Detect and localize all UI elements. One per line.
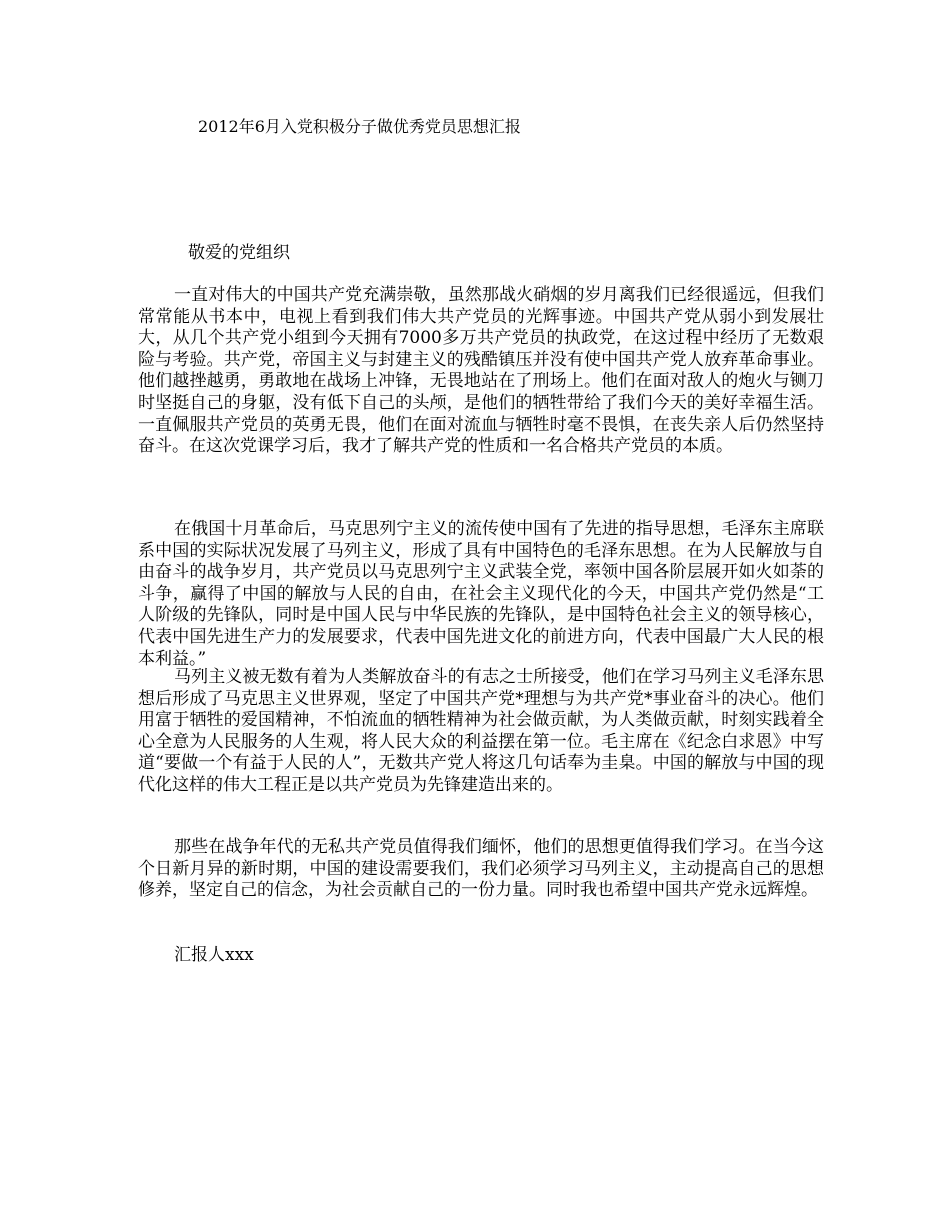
signature: 汇报人xxx bbox=[174, 945, 254, 965]
body-paragraph-2: 在俄国十月革命后，马克思列宁主义的流传使中国有了先进的指导思想，毛泽东主席联系中国的实际状况发展了马列主义，形成了具有中国特色的毛泽东思想。在为人民解放与自由奋斗的战争岁月，共产党员以马克思列宁主义武装全党，率领中国各阶层展开如火如荼的斗争，赢得了中国的解放与人民的自由，在社会主义现代化的今天，中国共产党仍然是“工人阶级的先锋队，同时是中国人民与中华民族的先锋队，是中国特色社会主义的领导核心，代表中国先进生产力的发展要求，代表中国先进文化的前进方向，代表中国最广大人民的根本利益。” bbox=[138, 519, 824, 669]
body-paragraph-3: 马列主义被无数有着为人类解放奋斗的有志之士所接受，他们在学习马列主义毛泽东思想后形成了马克思主义世界观，坚定了中国共产党*理想与为共产党*事业奋斗的决心。他们用富于牺牲的爱国精神，不怕流血的牺牲精神为社会做贡献，为人类做贡献，时刻实践着全心全意为人民服务的人生观，将人民大众的利益摆在第一位。毛主席在《纪念白求恩》中写道“要做一个有益于人民的人”，无数共产党人将这几句话奉为圭臬。中国的解放与中国的现代化这样的伟大工程正是以共产党员为先锋建造出来的。 bbox=[138, 667, 824, 795]
document-title: 2012年6月入党积极分子做优秀党员思想汇报 bbox=[198, 117, 521, 136]
salutation: 敬爱的党组织 bbox=[188, 243, 290, 263]
body-paragraph-4: 那些在战争年代的无私共产党员值得我们缅怀，他们的思想更值得我们学习。在当今这个日新月异的新时期，中国的建设需要我们，我们必须学习马列主义，主动提高自己的思想修养，坚定自己的信念，为社会贡献自己的一份力量。同时我也希望中国共产党永远辉煌。 bbox=[138, 837, 824, 901]
body-paragraph-1: 一直对伟大的中国共产党充满崇敬，虽然那战火硝烟的岁月离我们已经很遥远，但我们常常能从书本中，电视上看到我们伟大共产党员的光辉事迹。中国共产党从弱小到发展壮大，从几个共产党小组到今天拥有7000多万共产党员的执政党，在这过程中经历了无数艰险与考验。共产党，帝国主义与封建主义的残酷镇压并没有使中国共产党人放弃革命事业。他们越挫越勇，勇敢地在战场上冲锋，无畏地站在了刑场上。他们在面对敌人的炮火与铡刀时坚挺自己的身躯，没有低下自己的头颅，是他们的牺牲带给了我们今天的美好幸福生活。一直佩服共产党员的英勇无畏，他们在面对流血与牺牲时毫不畏惧，在丧失亲人后仍然坚持奋斗。在这次党课学习后，我才了解共产党的性质和一名合格共产党员的本质。 bbox=[138, 285, 824, 457]
